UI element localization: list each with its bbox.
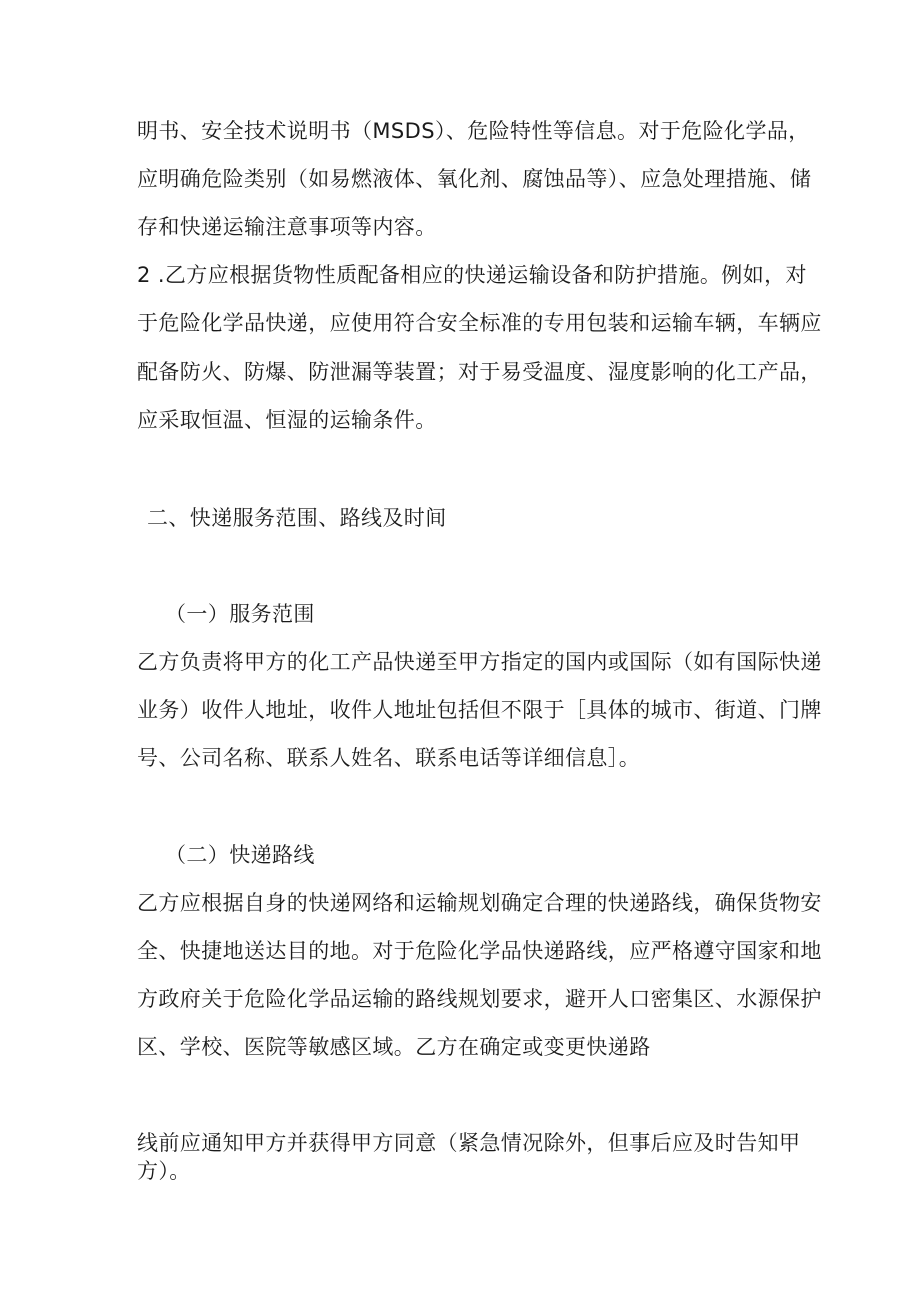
route-continued-line-1: 线前应通知甲方并获得甲方同意（紧急情况除外，但事后应及时告知甲 [137,1131,801,1155]
route-heading: （二）快递路线 [165,843,315,867]
route-line-1: 乙方应根据自身的快递网络和运输规划确定合理的快递路线，确保货物安 [137,891,822,915]
para2-line-2: 于危险化学品快递，应使用符合安全标准的专用包装和运输车辆，车辆应 [137,311,822,335]
para1-line-3: 存和快递运输注意事项等内容。 [137,215,437,239]
scope-line-1: 乙方负责将甲方的化工产品快递至甲方指定的国内或国际（如有国际快递 [137,650,822,674]
para1-line-1: 明书、安全技术说明书（MSDS）、危险特性等信息。对于危险化学品， [137,119,810,143]
scope-line-3: 号、公司名称、联系人姓名、联系电话等详细信息］。 [137,746,641,770]
route-line-4: 区、学校、医院等敏感区域。乙方在确定或变更快递路 [137,1035,651,1059]
para2-line-3: 配备防火、防爆、防泄漏等装置；对于易受温度、湿度影响的化工产品， [137,360,822,384]
scope-heading: （一）服务范围 [165,602,315,626]
route-line-3: 方政府关于危险化学品运输的路线规划要求，避开人口密集区、水源保护 [137,987,822,1011]
para2-line-4: 应采取恒温、恒湿的运输条件。 [137,408,437,432]
route-line-2: 全、快捷地送达目的地。对于危险化学品快递路线，应严格遵守国家和地 [137,939,822,963]
para2-line-1: 2 .乙方应根据货物性质配备相应的快递运输设备和防护措施。例如，对 [137,263,807,287]
para1-line-2: 应明确危险类别（如易燃液体、氧化剂、腐蚀品等）、应急处理措施、储 [137,167,812,191]
route-continued-line-2: 方）。 [137,1159,191,1183]
section-heading: 二、快递服务范围、路线及时间 [147,506,447,530]
scope-line-2: 业务）收件人地址，收件人地址包括但不限于［具体的城市、街道、门牌 [137,698,822,722]
